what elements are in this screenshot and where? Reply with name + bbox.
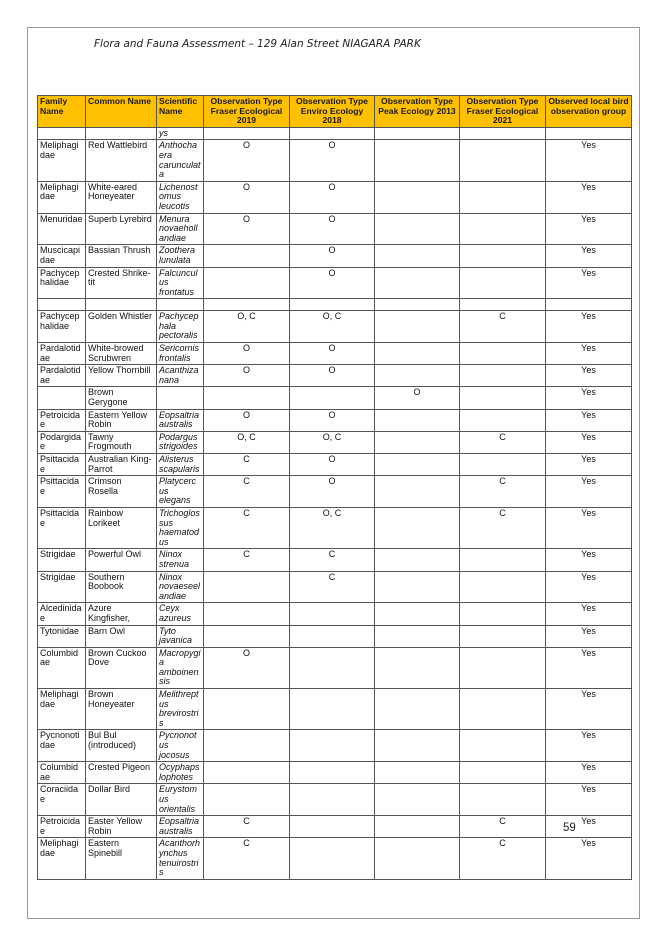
- header-fraser-2019: Observation Type Fraser Ecological 2019: [204, 96, 290, 128]
- cell-fraser-2021: [460, 689, 546, 730]
- cell-family: [38, 127, 86, 140]
- cell-fraser-2019: [204, 299, 290, 311]
- cell-scientific-name: Ocyphaps lophotes: [157, 762, 204, 784]
- cell-local-group: Yes: [546, 625, 632, 647]
- table-row: [38, 343, 632, 365]
- header-fraser-2021: Observation Type Fraser Ecological 2021: [460, 96, 546, 128]
- table-row: [38, 507, 632, 548]
- cell-scientific-name: Macropygia amboinensis: [157, 647, 204, 688]
- cell-local-group: Yes: [546, 784, 632, 816]
- cell-fraser-2019: O: [204, 647, 290, 688]
- cell-family: Meliphagidae: [38, 689, 86, 730]
- cell-enviro-2018: O: [290, 365, 375, 387]
- cell-scientific-name: Eurystomus orientalis: [157, 784, 204, 816]
- cell-scientific-name: Trichoglossus haematodus: [157, 507, 204, 548]
- cell-family: Columbidae: [38, 647, 86, 688]
- cell-scientific-name: Zoothera lunulata: [157, 245, 204, 267]
- cell-fraser-2019: [204, 625, 290, 647]
- cell-peak-2013: [375, 454, 460, 476]
- cell-family: Coraciidae: [38, 784, 86, 816]
- cell-scientific-name: Ceyx azureus: [157, 603, 204, 625]
- cell-enviro-2018: [290, 647, 375, 688]
- cell-enviro-2018: O, C: [290, 507, 375, 548]
- cell-enviro-2018: O: [290, 140, 375, 181]
- cell-fraser-2019: [204, 387, 290, 409]
- cell-fraser-2019: O: [204, 140, 290, 181]
- cell-scientific-name: Podargus strigoides: [157, 431, 204, 453]
- cell-common-name: Red Wattlebird: [86, 140, 157, 181]
- cell-family: Petroicidae: [38, 409, 86, 431]
- header-family: Family Name: [38, 96, 86, 128]
- cell-common-name: Brown Honeyeater: [86, 689, 157, 730]
- cell-scientific-name: Alisterus scapularis: [157, 454, 204, 476]
- cell-peak-2013: [375, 689, 460, 730]
- cell-local-group: Yes: [546, 476, 632, 508]
- table-row: [38, 299, 632, 311]
- cell-family: Strigidae: [38, 549, 86, 571]
- cell-local-group: Yes: [546, 365, 632, 387]
- header-peak-2013: Observation Type Peak Ecology 2013: [375, 96, 460, 128]
- cell-local-group: Yes: [546, 213, 632, 245]
- table-row: [38, 140, 632, 181]
- cell-common-name: Easter Yellow Robin: [86, 816, 157, 838]
- cell-peak-2013: [375, 365, 460, 387]
- table-row: [38, 730, 632, 762]
- cell-scientific-name: Acanthorhynchus tenuirostris: [157, 838, 204, 879]
- cell-peak-2013: [375, 571, 460, 603]
- cell-common-name: Barn Owl: [86, 625, 157, 647]
- cell-fraser-2021: C: [460, 476, 546, 508]
- cell-scientific-name: Pycnonotus jocosus: [157, 730, 204, 762]
- cell-fraser-2019: [204, 784, 290, 816]
- cell-scientific-name: Falcunculus frontatus: [157, 267, 204, 299]
- table-row: [38, 625, 632, 647]
- cell-peak-2013: [375, 784, 460, 816]
- cell-enviro-2018: O: [290, 409, 375, 431]
- cell-local-group: Yes: [546, 603, 632, 625]
- cell-fraser-2019: O, C: [204, 311, 290, 343]
- table-row: [38, 571, 632, 603]
- cell-enviro-2018: [290, 838, 375, 879]
- cell-fraser-2019: [204, 571, 290, 603]
- cell-enviro-2018: O, C: [290, 431, 375, 453]
- cell-enviro-2018: [290, 730, 375, 762]
- cell-common-name: Eastern Spinebill: [86, 838, 157, 879]
- cell-common-name: Crested Shrike-tit: [86, 267, 157, 299]
- cell-fraser-2021: C: [460, 311, 546, 343]
- cell-local-group: Yes: [546, 816, 632, 838]
- table-row: [38, 762, 632, 784]
- cell-scientific-name: Ninox strenua: [157, 549, 204, 571]
- cell-enviro-2018: [290, 387, 375, 409]
- cell-local-group: Yes: [546, 647, 632, 688]
- cell-fraser-2021: [460, 603, 546, 625]
- table-row: [38, 409, 632, 431]
- cell-enviro-2018: O: [290, 267, 375, 299]
- cell-common-name: Superb Lyrebird: [86, 213, 157, 245]
- table-row: [38, 267, 632, 299]
- cell-local-group: Yes: [546, 140, 632, 181]
- cell-enviro-2018: O: [290, 476, 375, 508]
- cell-enviro-2018: C: [290, 549, 375, 571]
- cell-family: Muscicapidae: [38, 245, 86, 267]
- cell-common-name: Australian King-Parrot: [86, 454, 157, 476]
- cell-fraser-2021: [460, 454, 546, 476]
- cell-common-name: Crested Pigeon: [86, 762, 157, 784]
- cell-scientific-name: [157, 387, 204, 409]
- header-scientific-name: Scientific Name: [157, 96, 204, 128]
- cell-family: Podargidae: [38, 431, 86, 453]
- cell-peak-2013: [375, 267, 460, 299]
- cell-common-name: Dollar Bird: [86, 784, 157, 816]
- cell-enviro-2018: [290, 762, 375, 784]
- cell-family: Psittacidae: [38, 507, 86, 548]
- cell-enviro-2018: [290, 603, 375, 625]
- cell-fraser-2021: [460, 181, 546, 213]
- cell-enviro-2018: O: [290, 454, 375, 476]
- cell-common-name: Bul Bul (introduced): [86, 730, 157, 762]
- cell-common-name: Azure Kingfisher,: [86, 603, 157, 625]
- cell-enviro-2018: [290, 689, 375, 730]
- cell-family: Pachycephalidae: [38, 267, 86, 299]
- header-enviro-2018: Observation Type Enviro Ecology 2018: [290, 96, 375, 128]
- cell-peak-2013: [375, 603, 460, 625]
- cell-fraser-2021: [460, 549, 546, 571]
- cell-fraser-2021: [460, 762, 546, 784]
- cell-common-name: Golden Whistler: [86, 311, 157, 343]
- cell-enviro-2018: O: [290, 181, 375, 213]
- cell-common-name: [86, 299, 157, 311]
- cell-common-name: Brown Cuckoo Dove: [86, 647, 157, 688]
- cell-scientific-name: Ninox novaeseelandiae: [157, 571, 204, 603]
- cell-fraser-2021: [460, 127, 546, 140]
- cell-common-name: Bassian Thrush: [86, 245, 157, 267]
- cell-fraser-2021: [460, 387, 546, 409]
- cell-family: Tytonidae: [38, 625, 86, 647]
- cell-fraser-2019: [204, 762, 290, 784]
- cell-fraser-2019: O: [204, 213, 290, 245]
- cell-family: Petroicidae: [38, 816, 86, 838]
- cell-fraser-2019: C: [204, 816, 290, 838]
- table-row: [38, 476, 632, 508]
- cell-peak-2013: [375, 507, 460, 548]
- header-common-name: Common Name: [86, 96, 157, 128]
- cell-family: Psittacidae: [38, 476, 86, 508]
- page-number: 59: [563, 822, 576, 834]
- cell-fraser-2021: C: [460, 816, 546, 838]
- cell-family: Menuridae: [38, 213, 86, 245]
- table-row: [38, 689, 632, 730]
- cell-enviro-2018: O: [290, 213, 375, 245]
- table-header-row: [38, 96, 632, 128]
- table-row: [38, 431, 632, 453]
- cell-peak-2013: [375, 647, 460, 688]
- cell-local-group: Yes: [546, 343, 632, 365]
- cell-fraser-2021: [460, 245, 546, 267]
- cell-common-name: Brown Gerygone: [86, 387, 157, 409]
- cell-local-group: Yes: [546, 454, 632, 476]
- cell-fraser-2019: [204, 689, 290, 730]
- table-row: [38, 387, 632, 409]
- cell-scientific-name: Sericornis frontalis: [157, 343, 204, 365]
- cell-peak-2013: [375, 140, 460, 181]
- cell-common-name: Powerful Owl: [86, 549, 157, 571]
- species-table: [37, 95, 632, 880]
- cell-scientific-name: Lichenostomus leucotis: [157, 181, 204, 213]
- cell-fraser-2019: C: [204, 549, 290, 571]
- cell-fraser-2021: C: [460, 507, 546, 548]
- table-row: [38, 838, 632, 879]
- cell-family: Columbidae: [38, 762, 86, 784]
- table-row: [38, 245, 632, 267]
- cell-peak-2013: [375, 213, 460, 245]
- cell-family: Meliphagidae: [38, 181, 86, 213]
- cell-peak-2013: [375, 311, 460, 343]
- cell-fraser-2019: [204, 127, 290, 140]
- cell-peak-2013: [375, 245, 460, 267]
- cell-fraser-2019: O: [204, 409, 290, 431]
- table-row: [38, 365, 632, 387]
- cell-local-group: Yes: [546, 267, 632, 299]
- cell-scientific-name: Platycercus elegans: [157, 476, 204, 508]
- cell-fraser-2021: [460, 784, 546, 816]
- cell-common-name: Yellow Thornbill: [86, 365, 157, 387]
- cell-fraser-2019: C: [204, 507, 290, 548]
- cell-peak-2013: [375, 762, 460, 784]
- cell-peak-2013: [375, 625, 460, 647]
- cell-fraser-2019: C: [204, 476, 290, 508]
- cell-fraser-2019: O: [204, 365, 290, 387]
- table-row: [38, 311, 632, 343]
- cell-family: Strigidae: [38, 571, 86, 603]
- cell-family: Pachycephalidae: [38, 311, 86, 343]
- cell-fraser-2021: [460, 299, 546, 311]
- cell-fraser-2021: [460, 343, 546, 365]
- cell-scientific-name: Anthochaera carunculata: [157, 140, 204, 181]
- cell-peak-2013: [375, 181, 460, 213]
- cell-common-name: [86, 127, 157, 140]
- cell-scientific-name: Tyto javanica: [157, 625, 204, 647]
- cell-enviro-2018: [290, 784, 375, 816]
- cell-peak-2013: [375, 838, 460, 879]
- cell-enviro-2018: [290, 299, 375, 311]
- cell-fraser-2021: [460, 267, 546, 299]
- cell-local-group: Yes: [546, 311, 632, 343]
- cell-fraser-2021: [460, 213, 546, 245]
- cell-scientific-name: ys: [157, 127, 204, 140]
- cell-fraser-2021: [460, 625, 546, 647]
- table-row: [38, 549, 632, 571]
- cell-fraser-2019: [204, 603, 290, 625]
- cell-common-name: Tawny Frogmouth: [86, 431, 157, 453]
- cell-fraser-2021: [460, 647, 546, 688]
- cell-scientific-name: Menura novaehollandiae: [157, 213, 204, 245]
- cell-fraser-2021: [460, 571, 546, 603]
- cell-local-group: Yes: [546, 838, 632, 879]
- cell-local-group: Yes: [546, 689, 632, 730]
- cell-local-group: Yes: [546, 181, 632, 213]
- cell-fraser-2021: [460, 409, 546, 431]
- cell-fraser-2019: C: [204, 838, 290, 879]
- cell-peak-2013: [375, 409, 460, 431]
- cell-local-group: Yes: [546, 409, 632, 431]
- cell-peak-2013: [375, 816, 460, 838]
- cell-common-name: Rainbow Lorikeet: [86, 507, 157, 548]
- cell-scientific-name: Eopsaltria australis: [157, 816, 204, 838]
- cell-peak-2013: [375, 127, 460, 140]
- cell-peak-2013: O: [375, 387, 460, 409]
- cell-family: [38, 299, 86, 311]
- cell-enviro-2018: O: [290, 343, 375, 365]
- cell-local-group: Yes: [546, 387, 632, 409]
- cell-local-group: [546, 127, 632, 140]
- cell-peak-2013: [375, 431, 460, 453]
- cell-family: Pardalotidae: [38, 365, 86, 387]
- cell-family: [38, 387, 86, 409]
- cell-enviro-2018: [290, 127, 375, 140]
- cell-fraser-2021: [460, 730, 546, 762]
- cell-scientific-name: Pachycephala pectoralis: [157, 311, 204, 343]
- cell-fraser-2019: [204, 245, 290, 267]
- cell-scientific-name: Melithreptus brevirostris: [157, 689, 204, 730]
- cell-common-name: Crimson Rosella: [86, 476, 157, 508]
- table-row: [38, 127, 632, 140]
- header-local-bird-group: Observed local bird observation group: [546, 96, 632, 128]
- cell-scientific-name: Eopsaltria australis: [157, 409, 204, 431]
- cell-local-group: Yes: [546, 549, 632, 571]
- cell-peak-2013: [375, 549, 460, 571]
- cell-fraser-2021: C: [460, 431, 546, 453]
- cell-scientific-name: [157, 299, 204, 311]
- table-row: [38, 213, 632, 245]
- cell-local-group: Yes: [546, 730, 632, 762]
- cell-fraser-2019: O: [204, 181, 290, 213]
- cell-enviro-2018: O: [290, 245, 375, 267]
- cell-fraser-2019: O, C: [204, 431, 290, 453]
- cell-scientific-name: Acanthiza nana: [157, 365, 204, 387]
- cell-enviro-2018: O, C: [290, 311, 375, 343]
- cell-peak-2013: [375, 299, 460, 311]
- cell-fraser-2019: O: [204, 343, 290, 365]
- table-row: [38, 647, 632, 688]
- cell-local-group: Yes: [546, 762, 632, 784]
- cell-peak-2013: [375, 730, 460, 762]
- cell-local-group: Yes: [546, 431, 632, 453]
- cell-local-group: Yes: [546, 245, 632, 267]
- cell-fraser-2019: [204, 730, 290, 762]
- cell-enviro-2018: [290, 816, 375, 838]
- cell-family: Alcedinidae: [38, 603, 86, 625]
- cell-fraser-2019: C: [204, 454, 290, 476]
- cell-enviro-2018: C: [290, 571, 375, 603]
- document-title: Flora and Fauna Assessment – 129 Alan Street NIAGARA PARK: [94, 38, 421, 50]
- cell-fraser-2021: [460, 140, 546, 181]
- cell-fraser-2019: [204, 267, 290, 299]
- cell-family: Pardalotidae: [38, 343, 86, 365]
- cell-local-group: Yes: [546, 507, 632, 548]
- cell-fraser-2021: C: [460, 838, 546, 879]
- table-row: [38, 784, 632, 816]
- table-row: [38, 454, 632, 476]
- table-body: [38, 127, 632, 879]
- cell-local-group: Yes: [546, 571, 632, 603]
- cell-family: Psittacidae: [38, 454, 86, 476]
- cell-peak-2013: [375, 476, 460, 508]
- cell-common-name: White-browed Scrubwren: [86, 343, 157, 365]
- cell-peak-2013: [375, 343, 460, 365]
- cell-family: Pycnonotidae: [38, 730, 86, 762]
- cell-family: Meliphagidae: [38, 838, 86, 879]
- cell-local-group: [546, 299, 632, 311]
- table-row: [38, 181, 632, 213]
- cell-common-name: Southern Boobook: [86, 571, 157, 603]
- table-row: [38, 603, 632, 625]
- cell-fraser-2021: [460, 365, 546, 387]
- cell-common-name: Eastern Yellow Robin: [86, 409, 157, 431]
- table-row: [38, 816, 632, 838]
- cell-family: Meliphagidae: [38, 140, 86, 181]
- cell-common-name: White-eared Honeyeater: [86, 181, 157, 213]
- cell-enviro-2018: [290, 625, 375, 647]
